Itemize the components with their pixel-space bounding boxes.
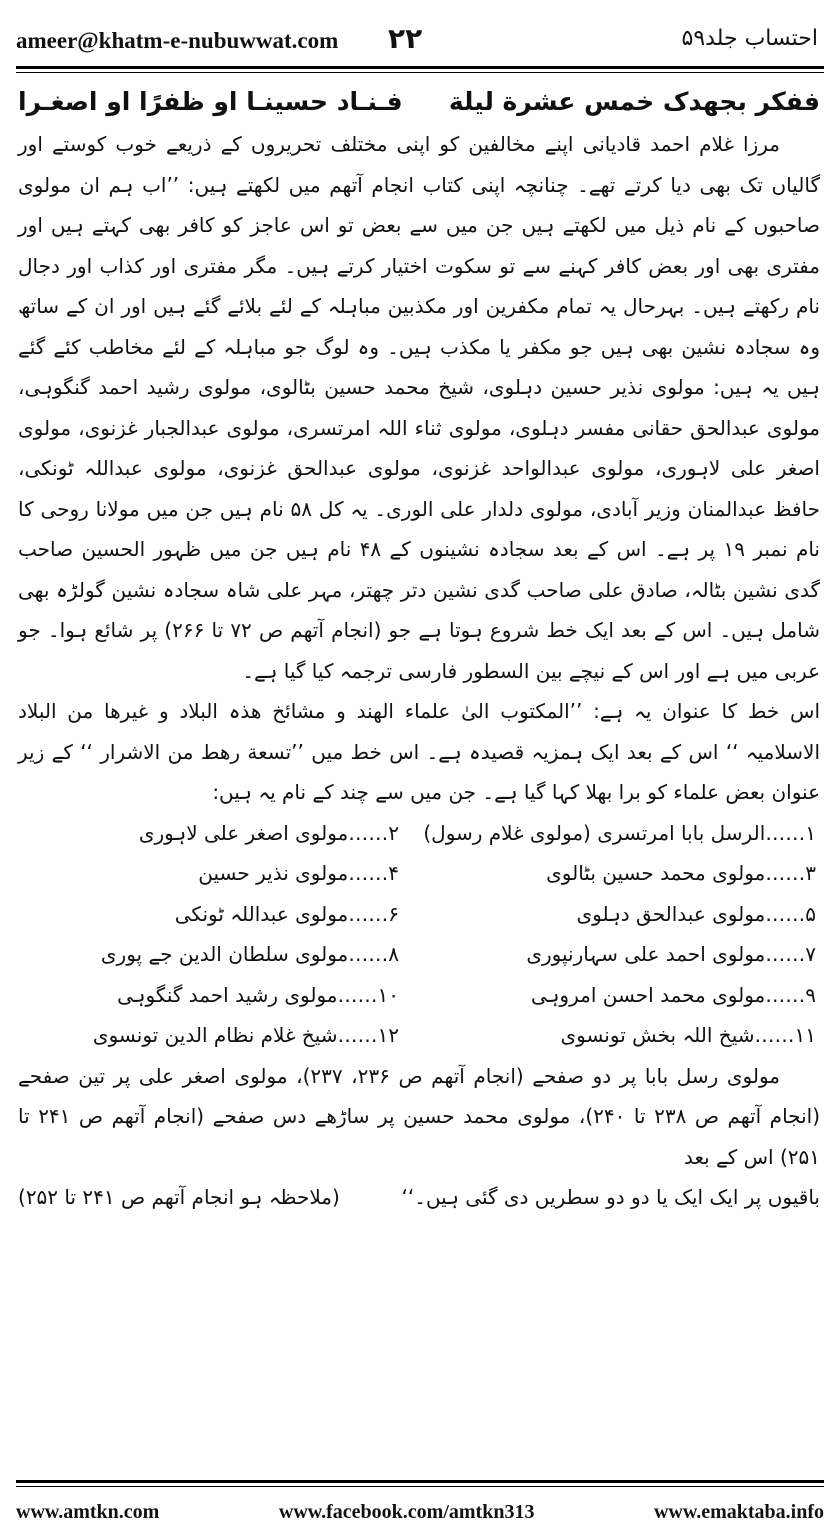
list-item: ۱۲……شیخ غلام نظام الدین تونسوی bbox=[92, 1023, 399, 1047]
page-number: ۲۲ bbox=[388, 22, 423, 55]
footer-link-amtkn[interactable]: www.amtkn.com bbox=[16, 1500, 160, 1523]
footer-link-emaktaba[interactable]: www.emaktaba.info bbox=[653, 1500, 824, 1523]
note-reference: (ملاحظہ ہو انجام آتھم ص ۲۴۱ تا ۲۵۲) bbox=[18, 1185, 340, 1209]
list-item: ۱……الرسل بابا امرتسری (مولوی غلام رسول) bbox=[423, 820, 816, 845]
list-item: ۱۰……مولوی رشید احمد گنگوہی bbox=[117, 982, 399, 1007]
footer-rule-thick bbox=[16, 1480, 824, 1483]
list-row bbox=[18, 813, 820, 854]
note-closing: باقیوں پر ایک ایک یا دو دو سطریں دی گئی ہیں۔‘‘ bbox=[401, 1185, 820, 1209]
list-row bbox=[18, 853, 820, 894]
list-item: ۲……مولوی اصغر علی لاہوری bbox=[138, 820, 399, 845]
footer-link-facebook[interactable]: www.facebook.com/amtkn313 bbox=[278, 1500, 535, 1523]
paragraph-intro: مرزا غلام احمد قادیانی اپنے مخالفین کو اپنی مختلف تحریروں کے ذریعے خوب کوستے اور گالیاں تک بھی دیا کرتے تھے۔ چنانچہ اپنی کتاب انجام آتھم میں لکھتے ہیں: ’’اب ہم ان مولوی صاحبوں کے نام ذیل میں لکھتے ہیں جن میں سے بعض تو اس عاجز کو کافر بھی کہتے ہیں اور مفتری بھی اور بعض کافر کہنے سے تو سکوت اختیار کرتے ہیں۔ مگر مفتری اور کذاب اور دجال نام رکھتے ہیں۔ بہرحال یہ تمام مکفرین اور مکذبین مباہلہ کے لئے بلائے گئے ہیں اور ان کے ساتھ وہ سجادہ نشین بھی ہیں جو مکفر یا مکذب ہیں۔ وہ لوگ جو مباہلہ کے لئے مخاطب کئے گئے ہیں یہ ہیں: مولوی نذیر حسین دہلوی، شیخ محمد حسین بٹالوی، مولوی رشید احمد گنگوہی، مولوی عبدالحق حقانی مفسر دہلوی، مولوی ثناء اللہ امرتسری، مولوی عبدالجبار غزنوی، مولوی اصغر علی لاہوری، مولوی عبدالواحد غزنوی، مولوی عبدالحق غزنوی، مولوی عبداللہ ٹونکی، حافظ عبدالمنان وزیر آبادی، مولوی دلدار علی الوری۔ یہ کل ۵۸ نام ہیں جن میں مولانا روحی کا نام نمبر ۱۹ پر ہے۔ اس کے بعد سجادہ نشینوں کے ۴۸ نام ہیں جن میں ظہور الحسین صاحب گدی نشین بٹالہ، صادق علی صاحب گدی نشین دتر چھتر، مہر علی شاہ سجادہ نشین گولڑہ بھی شامل ہیں۔ اس کے بعد ایک خط شروع ہوتا ہے جو (انجام آتھم ص ۷۲ تا ۲۶۶) پر شائع ہوا۔ جو عربی میں ہے اور اس کے نیچے بین السطور فارسی ترجمہ کیا گیا ہے۔ bbox=[18, 132, 821, 683]
list-item: ۱۱……شیخ اللہ بخش تونسوی bbox=[560, 1023, 816, 1047]
verse-right-hemistich: ففكر بجهدک خمس عشرة ليلة bbox=[448, 87, 820, 116]
list-item: ۴……مولوی نذیر حسین bbox=[198, 861, 399, 885]
page-body bbox=[18, 80, 820, 1218]
paragraph-letter-title: اس خط کا عنوان یہ ہے: ’’المکتوب الیٰ علماء الھند و مشائخ ھذہ البلاد و غیرھا من البلاد الاسلامیہ ‘‘ اس کے بعد ایک ہمزیہ قصیدہ ہے۔ اس خط میں ’’تسعة رھط من الاشرار ‘‘ کے زیر عنوان بعض علماء کو برا بھلا کہا گیا ہے۔ جن میں سے چند کے نام یہ ہیں: bbox=[18, 699, 820, 804]
header-rule-thin bbox=[16, 72, 824, 73]
list-row bbox=[18, 975, 820, 1016]
list-item: ۵……مولوی عبدالحق دہلوی bbox=[576, 901, 816, 926]
note-last-line bbox=[18, 1177, 820, 1218]
note-text: مولوی رسل بابا پر دو صفحے (انجام آتھم ص ۲۳۶، ۲۳۷)، مولوی اصغر علی پر تین صفحے (انجام آتھم ص ۲۳۸ تا ۲۴۰)، مولوی محمد حسین پر ساڑھے دس صفحے (انجام آتھم ص ۲۴۱ تا ۲۵۱) اس کے بعد bbox=[18, 1063, 820, 1169]
header-email[interactable]: ameer@khatm-e-nubuwwat.com bbox=[16, 28, 339, 53]
list-item: ۶……مولوی عبداللہ ٹونکی bbox=[174, 901, 399, 926]
list-item: ۳……مولوی محمد حسین بٹالوی bbox=[546, 861, 816, 885]
page-note bbox=[18, 1056, 820, 1218]
list-row bbox=[18, 934, 820, 975]
list-item: ۹……مولوی محمد احسن امروہی bbox=[531, 982, 816, 1007]
page-header bbox=[16, 22, 818, 66]
names-list bbox=[18, 813, 820, 1056]
footer-rule-thin bbox=[16, 1486, 824, 1487]
page-footer bbox=[16, 1492, 824, 1532]
arabic-verse-heading bbox=[18, 80, 820, 124]
list-row bbox=[18, 1015, 820, 1056]
series-title: احتساب جلد۵۹ bbox=[681, 26, 818, 51]
list-item: ۷……مولوی احمد علی سہارنپوری bbox=[526, 942, 816, 966]
list-item: ۸……مولوی سلطان الدین جے پوری bbox=[100, 942, 399, 966]
verse-left-hemistich: فـنـاد حسينـا او ظفرًا او اصغـرا bbox=[18, 87, 403, 116]
list-row bbox=[18, 894, 820, 935]
header-rule-thick bbox=[16, 66, 824, 69]
